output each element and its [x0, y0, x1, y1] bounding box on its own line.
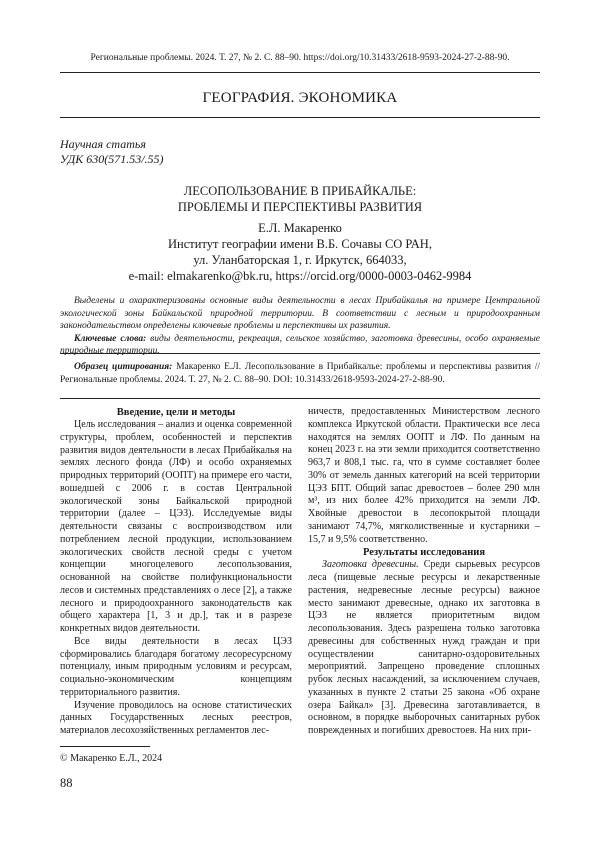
- article-title: [60, 183, 540, 215]
- citation-rule: [60, 398, 540, 399]
- citation-text: Макаренко Е.Л. Лесопользование в Прибайкалье: проблемы и перспективы развития // Региональные проблемы. 2024. Т. 27, № 2. С. 88–90. DOI: 10.31433/2618-9593-2024-27-2-88-90.: [60, 362, 540, 385]
- paragraph-lead: Заготовка древесины.: [322, 559, 419, 571]
- section-heading-intro: Введение, цели и методы: [116, 407, 236, 418]
- keywords-text: виды деятельности, рекреация, сельское хозяйство, заготовка древесины, особо охраняемые природные территории.: [60, 333, 540, 357]
- article-type: Научная статья: [60, 137, 146, 151]
- paragraph: [308, 559, 540, 738]
- running-header: Региональные проблемы. 2024. Т. 27, № 2. С. 88–90. https://doi.org/10.31433/2618-9593-2024-27-2-88-90.: [90, 53, 510, 63]
- page-number: 88: [60, 776, 73, 790]
- citation-label: Образец цитирования:: [74, 362, 173, 372]
- paragraph: Все виды деятельности в лесах ЦЭЗ сформировались благодаря богатому лесоресурсному потенциалу, иным природным условиям и ресурсам, социально-экономическим концепциям территориального развития.: [60, 635, 292, 698]
- abstract-block: [60, 295, 540, 358]
- author-affiliation: Институт географии имени В.Б. Сочавы СО РАН,: [168, 237, 432, 251]
- author-address: ул. Уланбаторская 1, г. Иркутск, 664033,: [193, 253, 407, 267]
- section-heading-results: Результаты исследования: [363, 547, 485, 559]
- author-block: [60, 220, 540, 284]
- paragraph: ничеств, предоставленных Министерством лесного комплекса Иркутской области. Практически все леса находятся на землях ООПТ и ЛФ. По данным на конец 2023 г. на эти земли приходится соответственно 963,7 и 808,1 тыс. га, что в сумме составляет более 30% от земель данных категорий на всей территории ЦЭЗ БПТ. Общий запас древостоев – более 290 млн м³, из них более 42% приходится на земли ЛФ. Хвойные древостои в лесопокрытой площади занимают 74,7%, мягколиственные и кустарники – 15,7 и 9,5% соответственно.: [308, 406, 540, 545]
- abstract-text: Выделены и охарактеризованы основные виды деятельности в лесах Прибайкалья на примере Центральной экологической зоны Байкальской природной территории. В соответствии с лесным и природоохранным законодательством определены ключевые проблемы и перспективы их развития.: [60, 296, 540, 332]
- rubric-heading: ГЕОГРАФИЯ. ЭКОНОМИКА: [202, 90, 398, 106]
- paragraph: Цель исследования – анализ и оценка современной структуры, проблем, особенностей и перспектив развития видов деятельности в лесах Прибайкалья на землях лесного фонда (ЛФ) и особо охраняемых природных территорий (ООПТ) на примере его части, вошедшей с 2006 г. в состав Центральной экологической зоны Байкальской природной территории (далее – ЦЭЗ). Исследуемые виды деятельности связаны с воспроизводством или потреблением лесной продукции, использованием экологических свойств лесной среды с учетом концепции многоцелевого лесопользования, основанной на свойстве полифункциональности лесов и системных представлениях о лесе [2], а также лесного и природоохранного законодательств как общего характера [1, 3 и др.], так и в разрезе конкретных видов деятельности.: [60, 419, 292, 634]
- right-column: [308, 406, 540, 738]
- header-rule: [60, 72, 540, 73]
- title-line-1: ЛЕСОПОЛЬЗОВАНИЕ В ПРИБАЙКАЛЬЕ:: [183, 184, 417, 198]
- author-name: Е.Л. Макаренко: [258, 221, 342, 235]
- title-line-2: ПРОБЛЕМЫ И ПЕРСПЕКТИВЫ РАЗВИТИЯ: [177, 200, 423, 214]
- keywords-line: [60, 333, 540, 358]
- keywords-label: Ключевые слова:: [74, 333, 147, 344]
- copyright: © Макаренко Е.Л., 2024: [60, 753, 163, 764]
- author-contact: e-mail: elmakarenko@bk.ru, https://orcid.org/0000-0003-0462-9984: [128, 269, 472, 283]
- citation-block: [60, 361, 540, 386]
- paragraph-text: Среди сырьевых ресурсов леса (пищевые лесные ресурсы и лекарственные растения, недревесные лесные ресурсы) важное место занимают древесные, однако их заготовка в ЦЭЗ не является приоритетным видом лесопользования. Здесь разрешена только заготовка древесины для собственных нужд граждан и при осуществлении санитарно-оздоровительных мероприятий. Запрещено проведение сплошных рубок лесных насаждений, за исключением случаев, указанных в пункте 2 статьи 25 закона «Об охране озера Байкал» [3]. Древесина заготавливается, в основном, в порядке выборочных санитарных рубок поврежденных и погибших древостоев. На них при-: [308, 559, 540, 736]
- udc-code: УДК 630(571.53/.55): [60, 152, 164, 166]
- rubric-rule: [60, 117, 540, 118]
- left-column: [60, 406, 292, 738]
- abstract-rule: [60, 353, 540, 354]
- article-meta: [60, 137, 164, 167]
- footnote-rule: [60, 746, 150, 747]
- paragraph: Изучение проводилось на основе статистических данных Государственных лесных реестров, материалов лесохозяйственных регламентов лес-: [60, 699, 292, 736]
